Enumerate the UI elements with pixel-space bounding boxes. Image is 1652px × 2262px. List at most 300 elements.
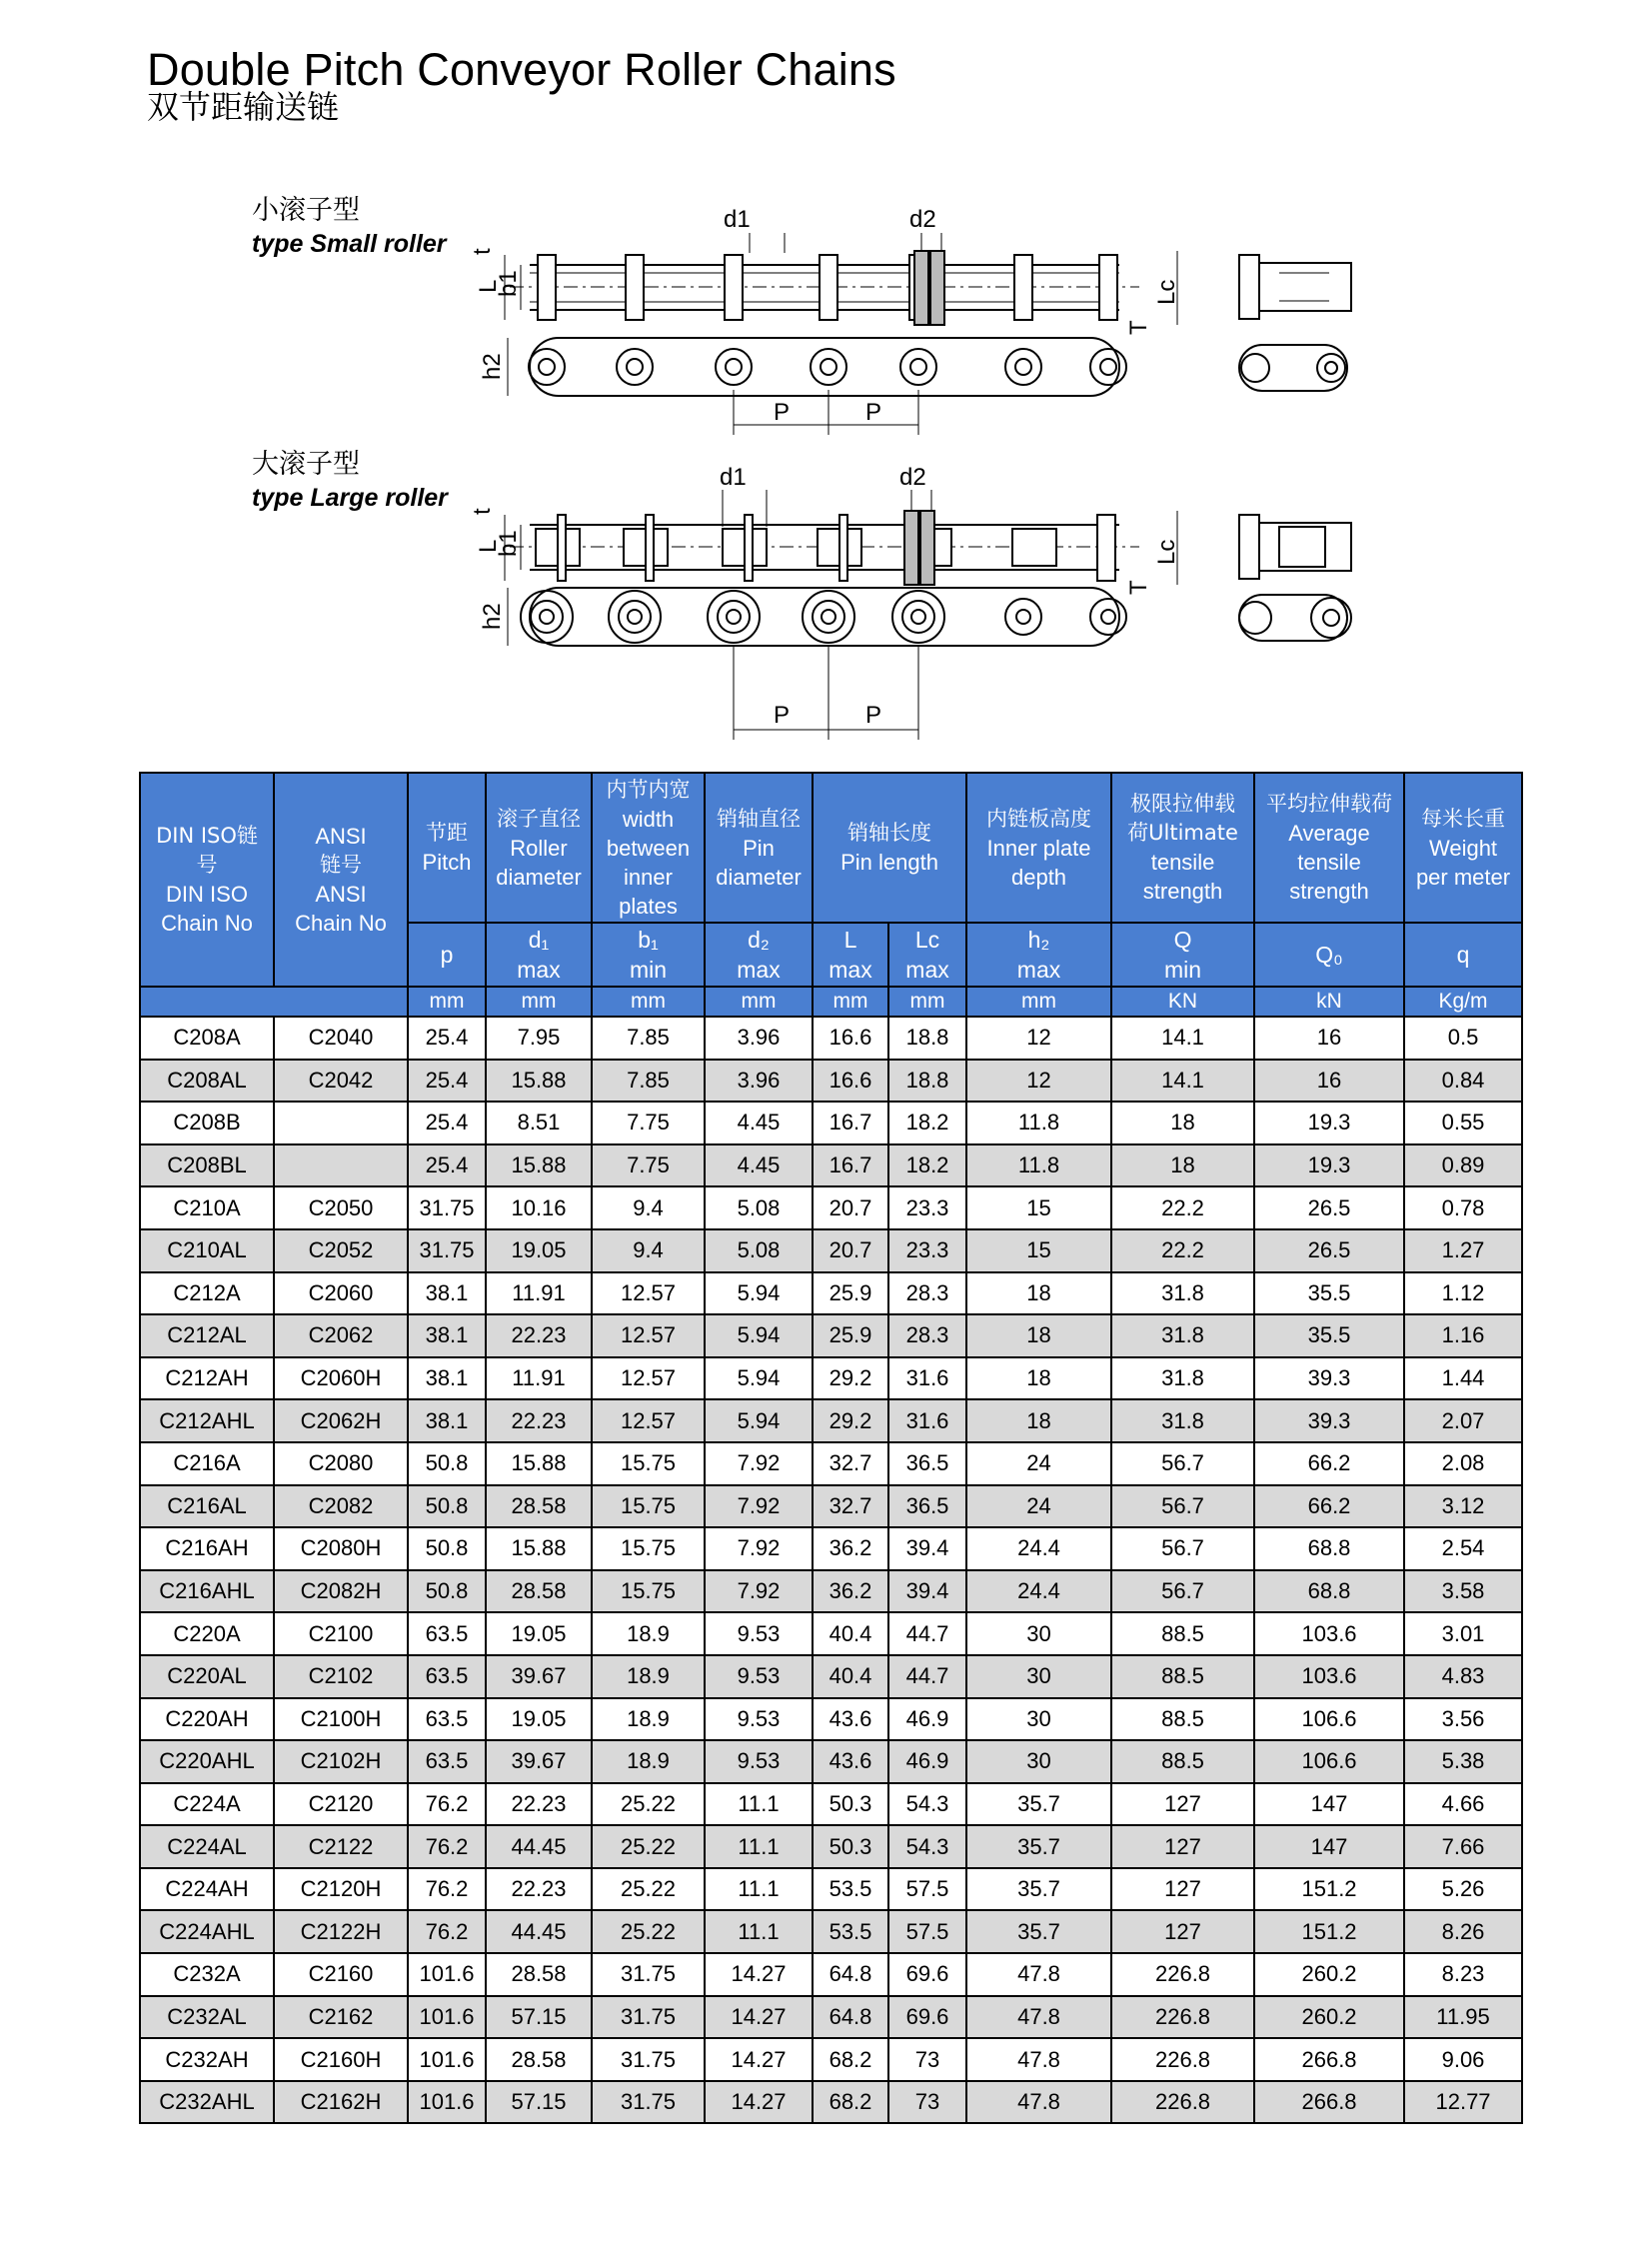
- table-cell: 266.8: [1254, 2038, 1404, 2081]
- table-cell: 54.3: [888, 1825, 966, 1868]
- table-cell: 25.22: [592, 1910, 705, 1953]
- table-cell: 35.7: [966, 1910, 1111, 1953]
- table-cell: 57.15: [486, 1996, 592, 2039]
- table-cell: 28.58: [486, 1485, 592, 1528]
- table-row: [140, 1060, 1522, 1103]
- small-dim-d2: d2: [909, 206, 936, 233]
- unit-cell: kN: [1254, 987, 1404, 1017]
- table-cell: 12.57: [592, 1399, 705, 1442]
- table-cell: 26.5: [1254, 1229, 1404, 1272]
- table-cell: 22.2: [1111, 1229, 1254, 1272]
- small-roller-top-view: [508, 338, 1347, 435]
- table-cell: 106.6: [1254, 1740, 1404, 1783]
- table-cell: 9.4: [592, 1229, 705, 1272]
- table-cell: C212AH: [140, 1357, 274, 1400]
- table-row: [140, 1017, 1522, 1060]
- table-cell: C220AL: [140, 1655, 274, 1698]
- table-cell: 25.22: [592, 1825, 705, 1868]
- table-cell: 50.8: [408, 1442, 486, 1485]
- table-cell: C2040: [274, 1017, 408, 1060]
- table-cell: 18.2: [888, 1144, 966, 1187]
- table-cell: 8.26: [1404, 1910, 1522, 1953]
- table-cell: 18: [1111, 1102, 1254, 1144]
- table-cell: 38.1: [408, 1314, 486, 1357]
- table-cell: 18.9: [592, 1655, 705, 1698]
- table-cell: 63.5: [408, 1740, 486, 1783]
- table-cell: C2100: [274, 1612, 408, 1655]
- table-cell: C216A: [140, 1442, 274, 1485]
- table-row: [140, 1144, 1522, 1187]
- table-cell: 46.9: [888, 1698, 966, 1741]
- table-row: [140, 1868, 1522, 1911]
- sym-Lc: Lc max: [888, 923, 966, 987]
- table-cell: 0.84: [1404, 1060, 1522, 1103]
- table-cell: 50.3: [813, 1783, 888, 1826]
- small-dim-h2: h2: [479, 353, 506, 380]
- small-roller-label-cn: 小滚子型: [252, 195, 360, 226]
- table-cell: 1.44: [1404, 1357, 1522, 1400]
- table-cell: 3.96: [705, 1017, 813, 1060]
- table-cell: 53.5: [813, 1868, 888, 1911]
- sym-d1: d₁ max: [486, 923, 592, 987]
- table-cell: C212AHL: [140, 1399, 274, 1442]
- large-roller-top-view: [508, 588, 1351, 740]
- table-cell: 0.5: [1404, 1017, 1522, 1060]
- table-cell: 127: [1111, 1910, 1254, 1953]
- table-cell: 88.5: [1111, 1698, 1254, 1741]
- table-cell: C2122H: [274, 1910, 408, 1953]
- table-row: [140, 1910, 1522, 1953]
- sym-d2: d₂ max: [705, 923, 813, 987]
- table-cell: 39.67: [486, 1655, 592, 1698]
- table-row: [140, 1229, 1522, 1272]
- table-cell: C2162: [274, 1996, 408, 2039]
- table-cell: 39.3: [1254, 1357, 1404, 1400]
- table-cell: 127: [1111, 1868, 1254, 1911]
- table-cell: 31.8: [1111, 1357, 1254, 1400]
- table-cell: 18: [966, 1399, 1111, 1442]
- table-cell: 57.5: [888, 1910, 966, 1953]
- table-cell: C220A: [140, 1612, 274, 1655]
- table-row: [140, 2038, 1522, 2081]
- table-cell: 64.8: [813, 1996, 888, 2039]
- table-cell: 15.88: [486, 1527, 592, 1570]
- large-dim-d1: d1: [720, 464, 747, 491]
- small-dim-P1: P: [774, 399, 791, 426]
- table-cell: C232AL: [140, 1996, 274, 2039]
- table-cell: C220AH: [140, 1698, 274, 1741]
- table-cell: 20.7: [813, 1229, 888, 1272]
- table-cell: 15: [966, 1186, 1111, 1229]
- table-cell: 226.8: [1111, 1953, 1254, 1996]
- table-cell: 47.8: [966, 1996, 1111, 2039]
- table-cell: C2100H: [274, 1698, 408, 1741]
- table-cell: 2.54: [1404, 1527, 1522, 1570]
- large-dim-P2: P: [865, 702, 882, 729]
- table-cell: 32.7: [813, 1485, 888, 1528]
- table-cell: 38.1: [408, 1357, 486, 1400]
- table-cell: C232A: [140, 1953, 274, 1996]
- table-cell: 35.7: [966, 1868, 1111, 1911]
- col-pin-diameter: 销轴直径 Pin diameter: [705, 773, 813, 923]
- table-cell: 18.8: [888, 1017, 966, 1060]
- table-cell: 1.27: [1404, 1229, 1522, 1272]
- table-cell: 38.1: [408, 1399, 486, 1442]
- table-cell: C2052: [274, 1229, 408, 1272]
- table-cell: 88.5: [1111, 1655, 1254, 1698]
- table-cell: 9.53: [705, 1698, 813, 1741]
- table-cell: 0.78: [1404, 1186, 1522, 1229]
- col-din-iso: DIN ISO链 号 DIN ISO Chain No: [140, 773, 274, 987]
- table-cell: 127: [1111, 1783, 1254, 1826]
- large-roller-end-view: [1239, 515, 1351, 579]
- page-subtitle: 双节距输送链: [147, 88, 340, 126]
- table-cell: 56.7: [1111, 1442, 1254, 1485]
- table-cell: 24.4: [966, 1527, 1111, 1570]
- table-cell: 16.6: [813, 1017, 888, 1060]
- table-cell: 9.53: [705, 1655, 813, 1698]
- large-dim-h2: h2: [479, 603, 506, 630]
- table-cell: 31.6: [888, 1399, 966, 1442]
- table-cell: 14.1: [1111, 1060, 1254, 1103]
- table-cell: 40.4: [813, 1655, 888, 1698]
- table-cell: 31.75: [592, 2081, 705, 2124]
- table-cell: 39.4: [888, 1570, 966, 1613]
- table-cell: 24.4: [966, 1570, 1111, 1613]
- large-roller-label-cn: 大滚子型: [252, 449, 360, 480]
- table-row: [140, 1186, 1522, 1229]
- table-cell: C232AH: [140, 2038, 274, 2081]
- table-cell: 23.3: [888, 1186, 966, 1229]
- table-cell: 24: [966, 1485, 1111, 1528]
- table-cell: 66.2: [1254, 1442, 1404, 1485]
- table-cell: 3.12: [1404, 1485, 1522, 1528]
- table-cell: 106.6: [1254, 1698, 1404, 1741]
- large-dim-P1: P: [774, 702, 791, 729]
- table-row: [140, 1570, 1522, 1613]
- table-cell: 16.6: [813, 1060, 888, 1103]
- table-cell: 88.5: [1111, 1740, 1254, 1783]
- table-cell: 16: [1254, 1060, 1404, 1103]
- table-cell: 3.58: [1404, 1570, 1522, 1613]
- table-cell: 3.01: [1404, 1612, 1522, 1655]
- table-cell: 260.2: [1254, 1996, 1404, 2039]
- table-row: [140, 1314, 1522, 1357]
- table-cell: 0.55: [1404, 1102, 1522, 1144]
- table-cell: 19.05: [486, 1612, 592, 1655]
- table-cell: 29.2: [813, 1357, 888, 1400]
- table-cell: C2080: [274, 1442, 408, 1485]
- small-dim-t: t: [469, 248, 496, 255]
- col-weight: 每米长重 Weight per meter: [1404, 773, 1522, 923]
- table-cell: [274, 1144, 408, 1187]
- table-cell: 31.8: [1111, 1272, 1254, 1315]
- table-cell: C212AL: [140, 1314, 274, 1357]
- table-row: [140, 1399, 1522, 1442]
- large-dim-b1: b1: [495, 530, 522, 557]
- table-cell: 25.22: [592, 1783, 705, 1826]
- table-cell: 12.57: [592, 1272, 705, 1315]
- table-cell: 28.58: [486, 2038, 592, 2081]
- table-cell: C2042: [274, 1060, 408, 1103]
- table-cell: 7.92: [705, 1570, 813, 1613]
- table-cell: 5.94: [705, 1357, 813, 1400]
- small-dim-P2: P: [865, 399, 882, 426]
- table-cell: 76.2: [408, 1868, 486, 1911]
- table-row: [140, 1527, 1522, 1570]
- table-cell: 15.75: [592, 1442, 705, 1485]
- large-roller-side-view: [505, 490, 1177, 585]
- table-cell: 31.6: [888, 1357, 966, 1400]
- table-cell: 63.5: [408, 1612, 486, 1655]
- table-row: [140, 1655, 1522, 1698]
- table-cell: 50.3: [813, 1825, 888, 1868]
- chain-drawing: [240, 185, 1379, 755]
- table-cell: 11.1: [705, 1910, 813, 1953]
- table-cell: 14.27: [705, 1996, 813, 2039]
- table-cell: 5.26: [1404, 1868, 1522, 1911]
- table-cell: 16: [1254, 1017, 1404, 1060]
- table-cell: 50.8: [408, 1527, 486, 1570]
- small-dim-T: T: [1125, 320, 1152, 335]
- table-cell: 226.8: [1111, 2081, 1254, 2124]
- table-cell: 2.08: [1404, 1442, 1522, 1485]
- table-cell: 12.57: [592, 1357, 705, 1400]
- table-cell: 4.45: [705, 1102, 813, 1144]
- table-cell: 19.05: [486, 1698, 592, 1741]
- col-pin-length: 销轴长度 Pin length: [813, 773, 966, 923]
- table-cell: 7.85: [592, 1060, 705, 1103]
- table-cell: 11.91: [486, 1272, 592, 1315]
- table-cell: 101.6: [408, 1996, 486, 2039]
- table-cell: 31.75: [592, 1996, 705, 2039]
- table-cell: 18: [1111, 1144, 1254, 1187]
- table-cell: 11.1: [705, 1783, 813, 1826]
- table-cell: 18: [966, 1314, 1111, 1357]
- table-cell: 30: [966, 1655, 1111, 1698]
- table-cell: 15.75: [592, 1570, 705, 1613]
- table-cell: 5.94: [705, 1272, 813, 1315]
- sym-L: L max: [813, 923, 888, 987]
- table-cell: 56.7: [1111, 1570, 1254, 1613]
- table-cell: 73: [888, 2038, 966, 2081]
- table-cell: C224A: [140, 1783, 274, 1826]
- col-plate-depth: 内链板高度 Inner plate depth: [966, 773, 1111, 923]
- table-row: [140, 1357, 1522, 1400]
- table-row: [140, 1102, 1522, 1144]
- table-cell: 31.75: [408, 1186, 486, 1229]
- table-cell: 16.7: [813, 1102, 888, 1144]
- table-cell: 38.1: [408, 1272, 486, 1315]
- table-cell: 7.92: [705, 1442, 813, 1485]
- table-cell: 11.91: [486, 1357, 592, 1400]
- table-cell: 69.6: [888, 1996, 966, 2039]
- unit-cell: mm: [408, 987, 486, 1017]
- table-cell: 35.5: [1254, 1314, 1404, 1357]
- sym-q: q: [1404, 923, 1522, 987]
- table-cell: 63.5: [408, 1655, 486, 1698]
- table-cell: C2082: [274, 1485, 408, 1528]
- table-cell: 12: [966, 1060, 1111, 1103]
- table-cell: 11.1: [705, 1868, 813, 1911]
- table-cell: 9.53: [705, 1740, 813, 1783]
- large-dim-d2: d2: [899, 464, 926, 491]
- table-row: [140, 1953, 1522, 1996]
- table-cell: 39.67: [486, 1740, 592, 1783]
- table-cell: C2080H: [274, 1527, 408, 1570]
- table-cell: 18.9: [592, 1698, 705, 1741]
- col-average-strength: 平均拉伸载荷 Average tensile strength: [1254, 773, 1404, 923]
- table-cell: 19.05: [486, 1229, 592, 1272]
- table-cell: 69.6: [888, 1953, 966, 1996]
- table-cell: 25.9: [813, 1314, 888, 1357]
- table-cell: 57.15: [486, 2081, 592, 2124]
- table-cell: 88.5: [1111, 1612, 1254, 1655]
- table-cell: 23.3: [888, 1229, 966, 1272]
- table-cell: 31.75: [592, 2038, 705, 2081]
- table-cell: 11.8: [966, 1102, 1111, 1144]
- table-cell: 14.27: [705, 1953, 813, 1996]
- sym-Q0: Q₀: [1254, 923, 1404, 987]
- table-cell: C224AH: [140, 1868, 274, 1911]
- small-roller-label-en: type Small roller: [252, 230, 447, 258]
- table-cell: C2120: [274, 1783, 408, 1826]
- unit-cell: mm: [592, 987, 705, 1017]
- table-cell: 57.5: [888, 1868, 966, 1911]
- table-cell: 36.2: [813, 1527, 888, 1570]
- unit-cell: mm: [966, 987, 1111, 1017]
- table-cell: C2082H: [274, 1570, 408, 1613]
- table-cell: C2062H: [274, 1399, 408, 1442]
- table-cell: 36.2: [813, 1570, 888, 1613]
- table-cell: 68.2: [813, 2081, 888, 2124]
- table-cell: 1.16: [1404, 1314, 1522, 1357]
- table-cell: 1.12: [1404, 1272, 1522, 1315]
- table-cell: 43.6: [813, 1698, 888, 1741]
- small-roller-side-view: [505, 233, 1177, 325]
- col-ansi: ANSI 链号 ANSI Chain No: [274, 773, 408, 987]
- table-cell: 63.5: [408, 1698, 486, 1741]
- table-cell: 28.58: [486, 1570, 592, 1613]
- units-spacer: [140, 987, 408, 1017]
- table-cell: 28.3: [888, 1272, 966, 1315]
- table-cell: 9.4: [592, 1186, 705, 1229]
- table-cell: C2060: [274, 1272, 408, 1315]
- table-cell: 64.8: [813, 1953, 888, 1996]
- table-cell: 44.45: [486, 1825, 592, 1868]
- table-cell: 151.2: [1254, 1910, 1404, 1953]
- table-cell: 11.8: [966, 1144, 1111, 1187]
- table-cell: 28.3: [888, 1314, 966, 1357]
- col-pitch: 节距 Pitch: [408, 773, 486, 923]
- table-cell: 101.6: [408, 1953, 486, 1996]
- table-cell: 31.75: [408, 1229, 486, 1272]
- unit-cell: Kg/m: [1404, 987, 1522, 1017]
- table-cell: 22.23: [486, 1783, 592, 1826]
- table-cell: 226.8: [1111, 1996, 1254, 2039]
- table-cell: 31.8: [1111, 1314, 1254, 1357]
- table-cell: 8.23: [1404, 1953, 1522, 1996]
- table-row: [140, 1740, 1522, 1783]
- table-row: [140, 1783, 1522, 1826]
- table-cell: 147: [1254, 1825, 1404, 1868]
- table-cell: 5.38: [1404, 1740, 1522, 1783]
- table-cell: C208A: [140, 1017, 274, 1060]
- table-cell: 101.6: [408, 2038, 486, 2081]
- table-cell: 25.4: [408, 1060, 486, 1103]
- table-cell: 19.3: [1254, 1102, 1404, 1144]
- table-cell: 15.75: [592, 1485, 705, 1528]
- table-cell: 22.2: [1111, 1186, 1254, 1229]
- table-cell: 56.7: [1111, 1527, 1254, 1570]
- table-cell: C210AL: [140, 1229, 274, 1272]
- table-cell: 30: [966, 1740, 1111, 1783]
- table-cell: 24: [966, 1442, 1111, 1485]
- small-dim-b1: b1: [495, 270, 522, 297]
- table-cell: 5.08: [705, 1186, 813, 1229]
- table-cell: 18.8: [888, 1060, 966, 1103]
- sym-b1: b₁ min: [592, 923, 705, 987]
- table-row: [140, 1485, 1522, 1528]
- table-cell: 103.6: [1254, 1655, 1404, 1698]
- table-cell: C2160: [274, 1953, 408, 1996]
- table-cell: C208AL: [140, 1060, 274, 1103]
- table-cell: 18: [966, 1272, 1111, 1315]
- unit-cell: mm: [705, 987, 813, 1017]
- table-cell: 47.8: [966, 1953, 1111, 1996]
- table-cell: C208BL: [140, 1144, 274, 1187]
- table-row: [140, 1698, 1522, 1741]
- col-roller: 滚子直径 Roller diameter: [486, 773, 592, 923]
- table-cell: 73: [888, 2081, 966, 2124]
- page-title: Double Pitch Conveyor Roller Chains: [147, 44, 896, 96]
- table-cell: 46.9: [888, 1740, 966, 1783]
- table-row: [140, 1272, 1522, 1315]
- table-cell: 260.2: [1254, 1953, 1404, 1996]
- table-cell: 68.2: [813, 2038, 888, 2081]
- table-cell: C2102H: [274, 1740, 408, 1783]
- table-cell: 14.27: [705, 2038, 813, 2081]
- table-cell: 15.88: [486, 1144, 592, 1187]
- table-row: [140, 1442, 1522, 1485]
- table-cell: 7.75: [592, 1102, 705, 1144]
- table-cell: 14.27: [705, 2081, 813, 2124]
- table-cell: 76.2: [408, 1783, 486, 1826]
- table-cell: C210A: [140, 1186, 274, 1229]
- table-cell: 10.16: [486, 1186, 592, 1229]
- table-row: [140, 1825, 1522, 1868]
- table-cell: C208B: [140, 1102, 274, 1144]
- table-row: [140, 1612, 1522, 1655]
- table-cell: 18: [966, 1357, 1111, 1400]
- table-cell: 15.88: [486, 1060, 592, 1103]
- table-cell: 50.8: [408, 1570, 486, 1613]
- table-cell: 7.95: [486, 1017, 592, 1060]
- sym-Q: Q min: [1111, 923, 1254, 987]
- table-cell: 30: [966, 1698, 1111, 1741]
- table-cell: C2122: [274, 1825, 408, 1868]
- table-cell: 7.75: [592, 1144, 705, 1187]
- table-cell: C2102: [274, 1655, 408, 1698]
- table-cell: 25.4: [408, 1102, 486, 1144]
- table-cell: 3.56: [1404, 1698, 1522, 1741]
- table-cell: 127: [1111, 1825, 1254, 1868]
- col-width: 内节内宽 width between inner plates: [592, 773, 705, 923]
- table-cell: 28.58: [486, 1953, 592, 1996]
- table-row: [140, 1996, 1522, 2039]
- table-cell: 25.4: [408, 1017, 486, 1060]
- unit-cell: KN: [1111, 987, 1254, 1017]
